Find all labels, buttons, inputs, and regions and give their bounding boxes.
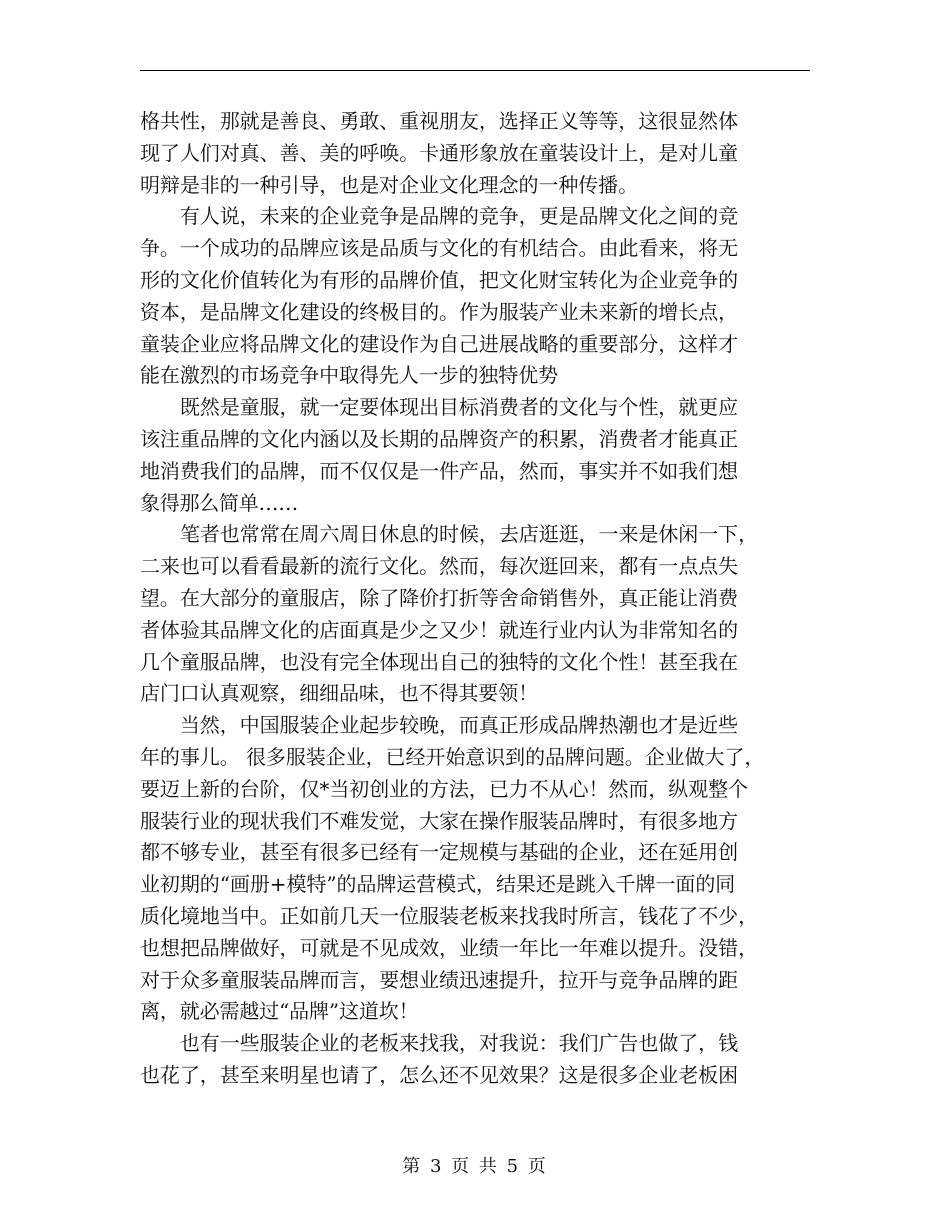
text-line: 对于众多童服装品牌而言，要想业绩迅速提升，拉开与竞争品牌的距: [140, 967, 738, 992]
text-line: 要迈上新的台阶，仅*当初创业的方法，已力不从心！然而，纵观整个: [140, 776, 748, 801]
text-line: 业初期的“画册+模特”的品牌运营模式，结果还是跳入千牌一面的同: [140, 872, 736, 897]
text-line: 笔者也常常在周六周日休息的时候，去店逛逛，一来是休闲一下，: [140, 522, 758, 547]
text-line: 者体验其品牌文化的店面真是少之又少！就连行业内认为非常知名的: [140, 617, 738, 642]
text-line: 争。一个成功的品牌应该是品质与文化的有机结合。由此看来，将无: [140, 236, 738, 261]
text-line: 当然，中国服装企业起步较晚，而真正形成品牌热潮也才是近些: [140, 713, 738, 738]
text-line: 既然是童服，就一定要体现出目标消费者的文化与个性，就更应: [140, 395, 738, 420]
body-text: [140, 106, 812, 1092]
text-line: 明辩是非的一种引导，也是对企业文化理念的一种传播。: [140, 172, 638, 197]
text-line: 离，就必需越过“品牌”这道坎！: [140, 999, 419, 1024]
text-line: 形的文化价值转化为有形的品牌价值，把文化财宝转化为企业竞争的: [140, 267, 738, 292]
text-line: 服装行业的现状我们不难发觉，大家在操作服装品牌时，有很多地方: [140, 808, 738, 833]
text-line: 格共性，那就是善良、勇敢、重视朋友，选择正义等等，这很显然体: [140, 109, 738, 133]
text-line: 能在激烈的市场竞争中取得先人一步的独特优势: [140, 363, 558, 388]
text-line: 也有一些服装企业的老板来找我，对我说：我们广告也做了，钱: [140, 1031, 738, 1056]
text-line: 现了人们对真、善、美的呼唤。卡通形象放在童装设计上，是对儿童: [140, 140, 738, 165]
text-line: 该注重品牌的文化内涵以及长期的品牌资产的积累，消费者才能真正: [140, 426, 738, 451]
text-line: 也想把品牌做好，可就是不见成效，业绩一年比一年难以提升。没错，: [140, 935, 758, 960]
text-line: 望。在大部分的童服店，除了降价打折等舍命销售外，真正能让消费: [140, 585, 738, 610]
text-line: 也花了，甚至来明星也请了，怎么还不见效果？这是很多企业老板困: [140, 1062, 738, 1087]
text-line: 童装企业应将品牌文化的建设作为自己进展战略的重要部分，这样才: [140, 331, 738, 356]
text-line: 质化境地当中。正如前几天一位服装老板来找我时所言，钱花了不少，: [140, 903, 758, 928]
text-line: 年的事儿。 很多服装企业，已经开始意识到的品牌问题。企业做大了，: [140, 744, 765, 769]
text-line: 象得那么简单……: [140, 490, 298, 515]
page-footer: 第 3 页 共 5 页: [402, 1156, 548, 1177]
text-line: 有人说，未来的企业竞争是品牌的竞争，更是品牌文化之间的竞: [140, 204, 738, 229]
text-line: 店门口认真观察，细细品味，也不得其要领！: [140, 681, 538, 706]
text-line: 几个童服品牌，也没有完全体现出自己的独特的文化个性！甚至我在: [140, 649, 738, 674]
text-line: 资本，是品牌文化建设的终极目的。作为服装产业未来新的增长点，: [140, 299, 738, 324]
header-rule: [140, 70, 810, 71]
text-line: 都不够专业，甚至有很多已经有一定规模与基础的企业，还在延用创: [140, 840, 738, 865]
text-line: 二来也可以看看最新的流行文化。然而，每次逛回来，都有一点点失: [140, 554, 738, 579]
text-line: 地消费我们的品牌，而不仅仅是一件产品，然而，事实并不如我们想: [140, 458, 738, 483]
